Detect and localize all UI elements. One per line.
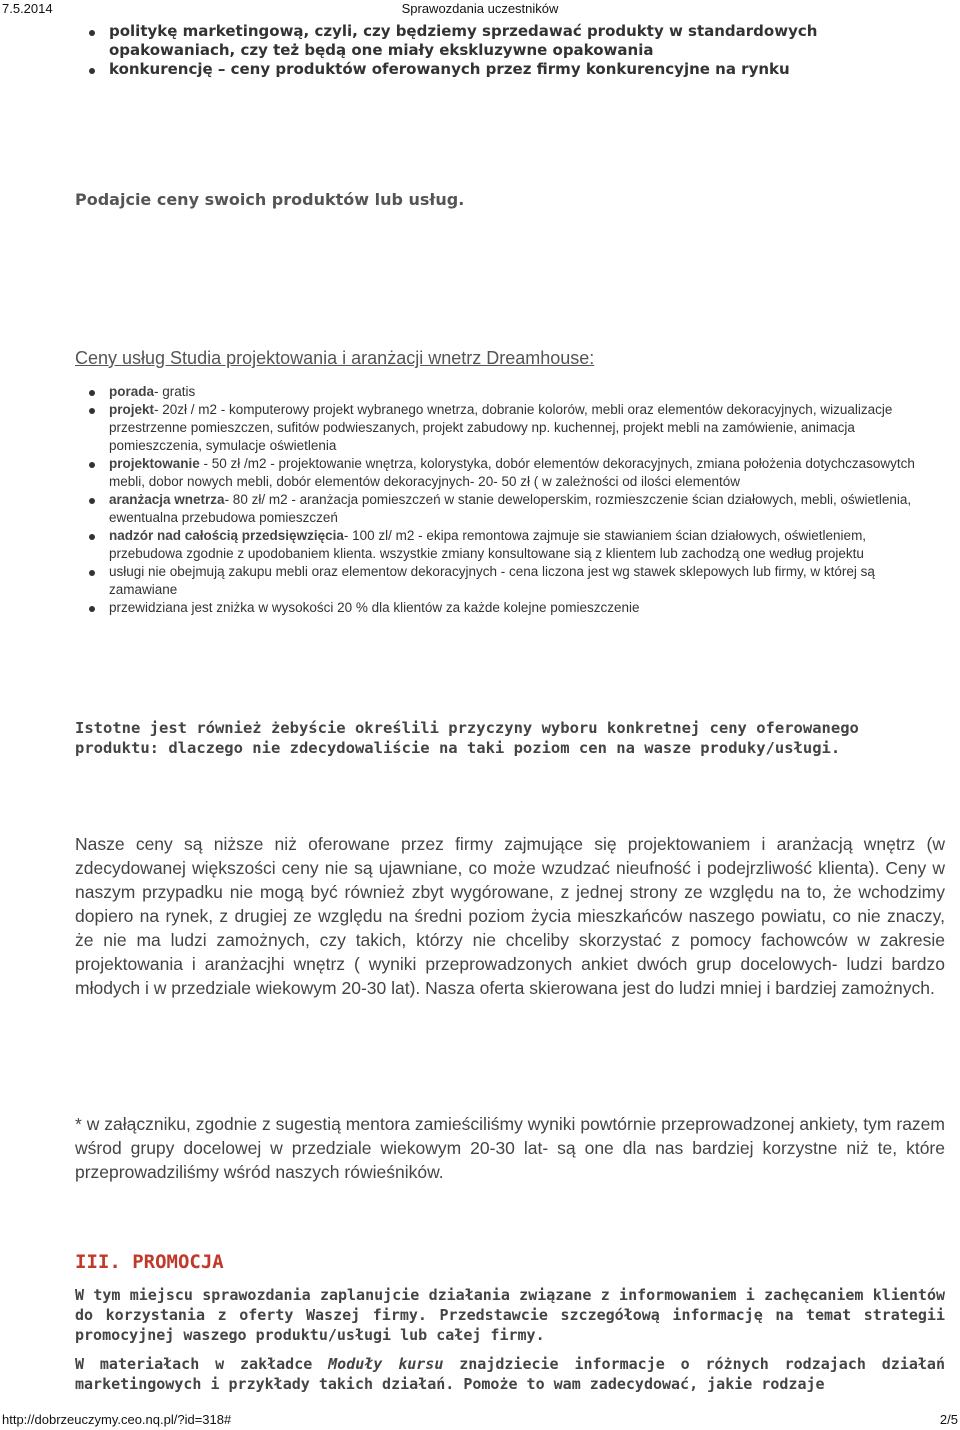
section-heading-promotion: III. PROMOCJA — [75, 1251, 224, 1273]
print-date: 7.5.2014 — [2, 1, 53, 16]
page-title: Sprawozdania uczestników — [401, 1, 559, 16]
page-number: 2/5 — [939, 1412, 958, 1427]
list-item: konkurencję – ceny produktów oferowanych przez firmy konkurencyjne na rynku — [75, 60, 945, 79]
item-text: przewidziana jest zniżka w wysokości 20 % dla klientów za każde kolejne pomieszczenie — [109, 600, 640, 615]
list-item — [75, 491, 930, 527]
item-name: aranżacja wnetrza — [109, 492, 225, 507]
list-item — [75, 563, 930, 599]
intro-list — [75, 22, 945, 79]
item-name: porada — [109, 384, 155, 399]
list-item — [75, 401, 930, 455]
text-segment: W materiałach w zakładce — [75, 1355, 329, 1373]
promotion-instructions: W tym miejscu sprawozdania zaplanujcie działania związane z informowaniem i zachęcaniem klientów do korzystania z oferty Waszej firmy. Przedstawcie szczegółową informację na temat strategii promocyjnej waszego produktu/usługi lub całej firmy. — [75, 1286, 945, 1344]
promotion-materials-note — [75, 1354, 945, 1394]
item-name: nadzór nad całością przedsięwzięcia — [109, 528, 344, 543]
important-note: Istotne jest również żebyście określili przyczyny wyboru konkretnej ceny oferowanego produktu: dlaczego nie zdecydowaliście na taki poziom cen na wasze produky/usługi. — [75, 719, 859, 757]
page-url: http://dobrzeuczymy.ceo.nq.pl/?id=318# — [2, 1412, 232, 1427]
item-text: - 80 zł/ m2 - aranżacja pomieszczeń w stanie deweloperskim, rozmieszczenie ścian działowych, mebli, oświetlenia, ewentualna przebudowa pomieszczeń — [109, 492, 912, 525]
item-text: - 50 zł /m2 - projektowanie wnętrza, kolorystyka, dobór elementów dekoracyjnych, zmiana położenia dotychczasowytch mebli, dobor nowych mebli, dobór elementów dekoracyjnych- 20- 50 zł ( w zależności od ilości elementów — [109, 456, 915, 489]
page-header — [0, 0, 960, 20]
text-segment: znajdziecie informacje o różnych rodzajach działań marketingowych i przykłady takich działań. Pomoże to wam zadecydować, jakie rodzaje — [75, 1355, 945, 1393]
prices-heading: Ceny usług Studia projektowania i aranżacji wnetrz Dreamhouse: — [75, 348, 595, 368]
modules-reference: Moduły kursu — [328, 1355, 444, 1373]
pricing-rationale-paragraph: Nasze ceny są niższe niż oferowane przez firmy zajmujące się projektowaniem i aranżacją wnętrz (w zdecydowanej większości ceny nie są ujawniane, co może wzudzać nieufność i podejrzliwość klienta). Ceny w naszym przypadku nie mogą być również zbyt wygórowane, z jednej strony ze względu na to, że wchodzimy dopiero na rynek, z drugiej ze względu na średni poziom życia mieszkańców naszego powiatu, co nie znaczy, że nie ma ludzi zamożnych, czy takich, którzy nie chceliby skorzystać z pomocy fachowców w zakresie projektowania i aranżacjhi wnętrz ( wyniki przeprowadzonych ankiet dwóch grup docelowych- ludzi bardzo młodych i w przedziale wiekowym 20-30 lat). Nasza oferta skierowana jest do ludzi mniej i bardziej zamożnych. — [75, 834, 945, 998]
lead-text: Podajcie ceny swoich produktów lub usług. — [75, 190, 465, 209]
item-text: - gratis — [154, 384, 196, 399]
survey-note-paragraph: * w załączniku, zgodnie z sugestią mentora zamieściliśmy wyniki powtórnie przeprowadzonej ankiety, tym razem wśrod grupy docelowej w przedziale wiekowym 20-30 lat- są one dla nas bardziej korzystne niż te, które przeprowadziliśmy wśród naszych rówieśników. — [75, 1114, 945, 1182]
list-item — [75, 599, 930, 617]
item-text: - 100 zl/ m2 - ekipa remontowa zajmuje sie stawianiem ścian działowych, oświetleniem, przebudowa zgodnie z upodobaniem klienta. wszystkie zmiany konsultowane sią z klientem lub zachodzą one według projektu — [109, 528, 867, 561]
page-footer — [0, 1412, 960, 1430]
item-name: projektowanie — [109, 456, 200, 471]
document-body — [75, 22, 945, 79]
item-text: usługi nie obejmują zakupu mebli oraz elementow dekoracyjnych - cena liczona jest wg stawek sklepowych lub firmy, w której są zamawiane — [109, 564, 875, 597]
item-text: - 20zł / m2 - komputerowy projekt wybranego wnetrza, dobranie kolorów, mebli oraz elementów dekoracyjnych, wizualizacje przestrzenne pomieszczen, sufitów podwieszanych, projekt zabudowy np. kuchennej, projekt mebli na zamówienie, animacja pomieszczenia, symulacje oświetlenia — [109, 402, 893, 453]
list-item — [75, 383, 930, 401]
item-name: projekt — [109, 402, 155, 417]
price-list — [75, 383, 930, 617]
list-item — [75, 455, 930, 491]
list-item — [75, 527, 930, 563]
list-item: politykę marketingową, czyli, czy będziemy sprzedawać produkty w standardowych opakowaniach, czy też będą one miały ekskluzywne opakowania — [75, 22, 945, 60]
